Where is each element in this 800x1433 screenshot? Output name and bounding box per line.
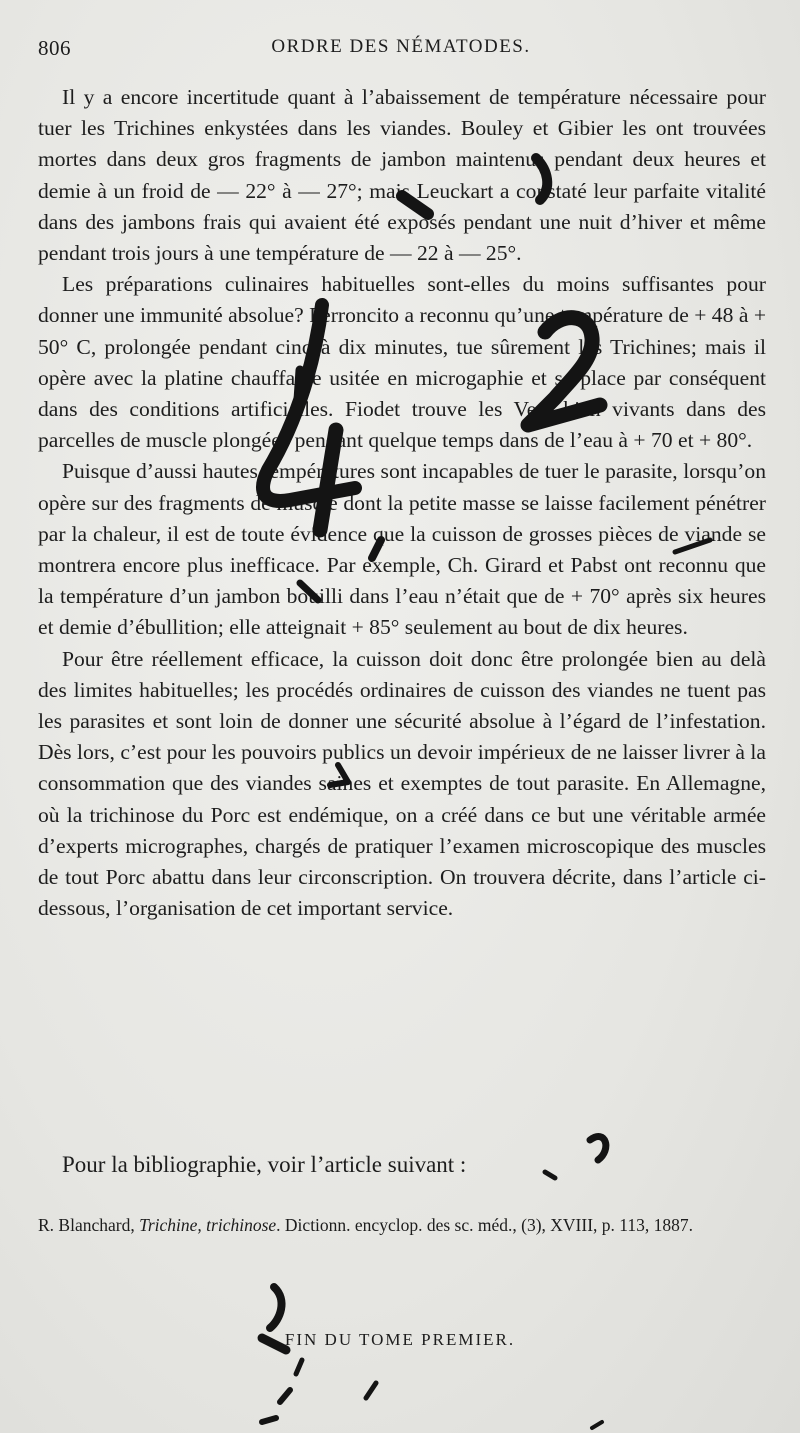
paragraph-freezing: Il y a encore incertitude quant à l’abaissement de température nécessaire pour tuer les Trichines enkystées dans les viandes. Bouley et Gibier les ont trouvées mortes dans deux gros fragments de jambon maintenus pendant deux heures et demie à un froid de — 22° à — 27°; mais Leuckart a constaté leur parfaite vitalité dans des jambons frais qui avaient été exposés pendant une nuit d’hiver et même pendant trois jours à une température de — 22 à — 25°. bbox=[38, 85, 766, 266]
paragraph-inspection: Pour être réellement efficace, la cuisson doit donc être prolongée bien au delà des limites habituelles; les procédés ordinaires de cuisson des viandes ne tuent pas les parasites et sont loin de donner une sécurité absolue à l’égard de l’infestation. Dès lors, c’est pour les pouvoirs publics un devoir impérieux de ne laisser livrer à la consommation que des viandes saines et exemptes de tout parasite. En Allemagne, où la trichinose du Porc est endémique, on a créé dans ce but une véritable armée d’experts micrographes, chargés de pratiquer l’examen microscopique des muscles de tout Porc abattu dans leur circonscription. On trouvera décrite, dans l’article ci-dessous, l’organisation de cet important service. bbox=[38, 646, 766, 921]
running-title: ORDRE DES NÉMATODES. bbox=[271, 36, 531, 57]
reference-details: . Dictionn. encyclop. des sc. méd., (3), XVIII, p. 113, 1887. bbox=[276, 1215, 694, 1235]
paragraph-cooking-temperature: Les préparations culinaires habituelles sont-elles du moins suffisantes pour donner une immunité absolue? Perroncito a reconnu qu’une température de + 48 à + 50° C, prolongée pendant cinq à dix minutes, tue sûrement les Trichines; mais il opère avec la platine chauffante usitée en microgaphie et se place par conséquent dans des conditions artificielles. Fiodet trouve les Vers bien vivants dans des parcelles de muscle plongées pendant quelque temps dans de l’eau à + 70 et + 80°. bbox=[38, 272, 766, 453]
reference-author: R. Blanchard, bbox=[38, 1215, 140, 1235]
body-text bbox=[38, 82, 766, 924]
page-header bbox=[38, 36, 764, 68]
paragraph-heat-inefficacy: Puisque d’aussi hautes températures sont incapables de tuer le parasite, lorsqu’on opère sur des fragments de muscle dont la petite masse se laisse facilement pénétrer par la chaleur, il est de toute évidence que la cuisson de grosses pièces de viande se montrera encore plus inefficace. Par exemple, Ch. Girard et Pabst ont reconnu que la température d’un jambon bouilli dans l’eau n’était que de + 70° après six heures et demie d’ébullition; elle atteignait + 85° seulement au bout de dix heures. bbox=[38, 459, 766, 640]
bibliography-reference bbox=[38, 1212, 766, 1238]
end-of-volume-note: FIN DU TOME PREMIER. bbox=[284, 1330, 516, 1349]
reference-title: Trichine, trichinose bbox=[139, 1215, 277, 1235]
page-number: 806 bbox=[38, 36, 71, 60]
bibliography-heading: Pour la bibliographie, voir l’article suivant : bbox=[62, 1152, 467, 1177]
